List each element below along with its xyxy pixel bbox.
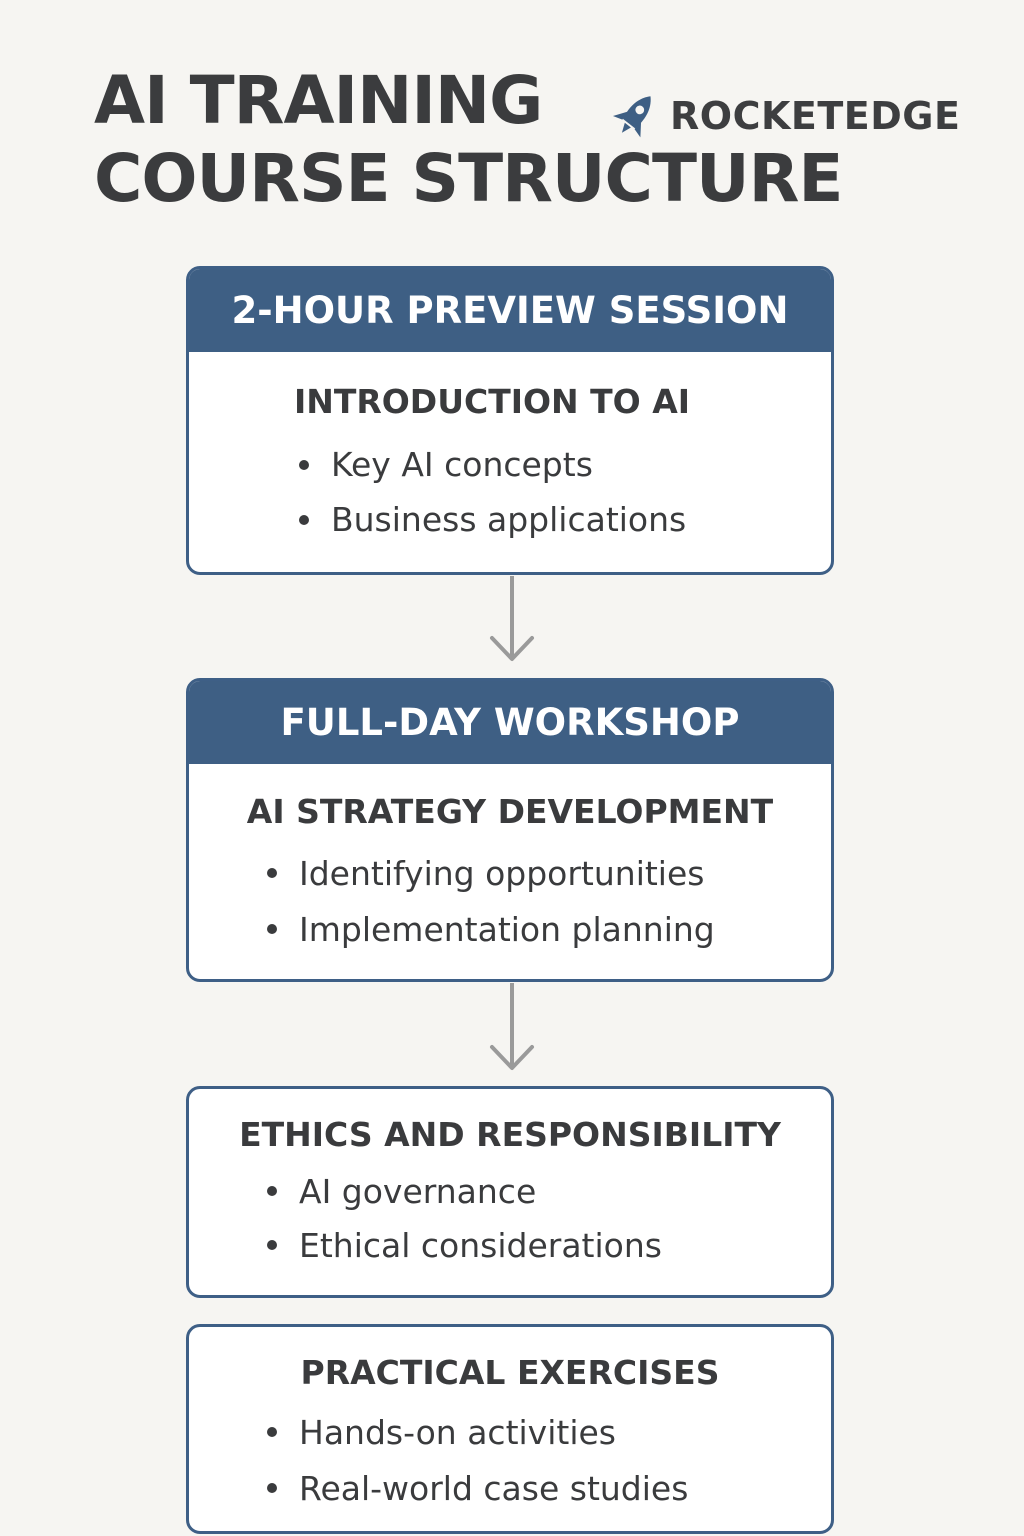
list-item: [299, 437, 831, 492]
page-title-line-2: COURSE STRUCTURE: [94, 140, 843, 217]
bullet-dot-icon: [299, 460, 309, 470]
workshop-card: [186, 678, 834, 982]
bullet-text: Key AI concepts: [331, 445, 593, 484]
bullet-list: [267, 845, 831, 957]
preview-session-card: [186, 266, 834, 575]
list-item: [299, 492, 831, 547]
rocket-icon: [606, 87, 664, 145]
bullet-list: [267, 1164, 831, 1272]
bullet-text: Business applications: [331, 500, 687, 539]
list-item: [267, 901, 831, 957]
section-title-strategy: AI STRATEGY DEVELOPMENT: [246, 792, 774, 831]
exercises-card: [186, 1324, 834, 1534]
list-item: [267, 1218, 831, 1272]
bullet-dot-icon: [267, 924, 277, 934]
bullet-list: [267, 1404, 831, 1516]
bullet-dot-icon: [267, 1240, 277, 1250]
bullet-text: Implementation planning: [299, 909, 715, 949]
bullet-text: Real-world case studies: [299, 1468, 689, 1508]
brand-logo: [606, 84, 960, 148]
bullet-list: [299, 437, 831, 547]
list-item: [267, 845, 831, 901]
section-title-introduction: INTRODUCTION TO AI: [293, 382, 691, 421]
down-arrow-icon: [487, 983, 537, 1073]
preview-session-header: 2-HOUR PREVIEW SESSION: [189, 269, 831, 352]
workshop-header: FULL-DAY WORKSHOP: [189, 681, 831, 764]
list-item: [267, 1404, 831, 1460]
section-title-exercises: PRACTICAL EXERCISES: [300, 1353, 720, 1392]
bullet-text: AI governance: [299, 1171, 537, 1211]
bullet-text: Identifying opportunities: [299, 853, 705, 893]
brand-name: ROCKETEDGE: [670, 94, 961, 138]
list-item: [267, 1164, 831, 1218]
down-arrow-icon: [487, 576, 537, 664]
preview-session-body: [189, 382, 831, 547]
ethics-card: [186, 1086, 834, 1298]
bullet-text: Hands-on activities: [299, 1412, 616, 1452]
bullet-dot-icon: [267, 1483, 277, 1493]
bullet-dot-icon: [267, 1427, 277, 1437]
bullet-text: Ethical considerations: [299, 1225, 662, 1265]
bullet-dot-icon: [267, 868, 277, 878]
bullet-dot-icon: [299, 515, 309, 525]
list-item: [267, 1460, 831, 1516]
page-title-line-1: AI TRAINING: [94, 62, 543, 139]
section-title-ethics: ETHICS AND RESPONSIBILITY: [239, 1115, 781, 1154]
workshop-body: [189, 792, 831, 957]
exercises-body: [189, 1353, 831, 1516]
bullet-dot-icon: [267, 1186, 277, 1196]
ethics-body: [189, 1115, 831, 1272]
